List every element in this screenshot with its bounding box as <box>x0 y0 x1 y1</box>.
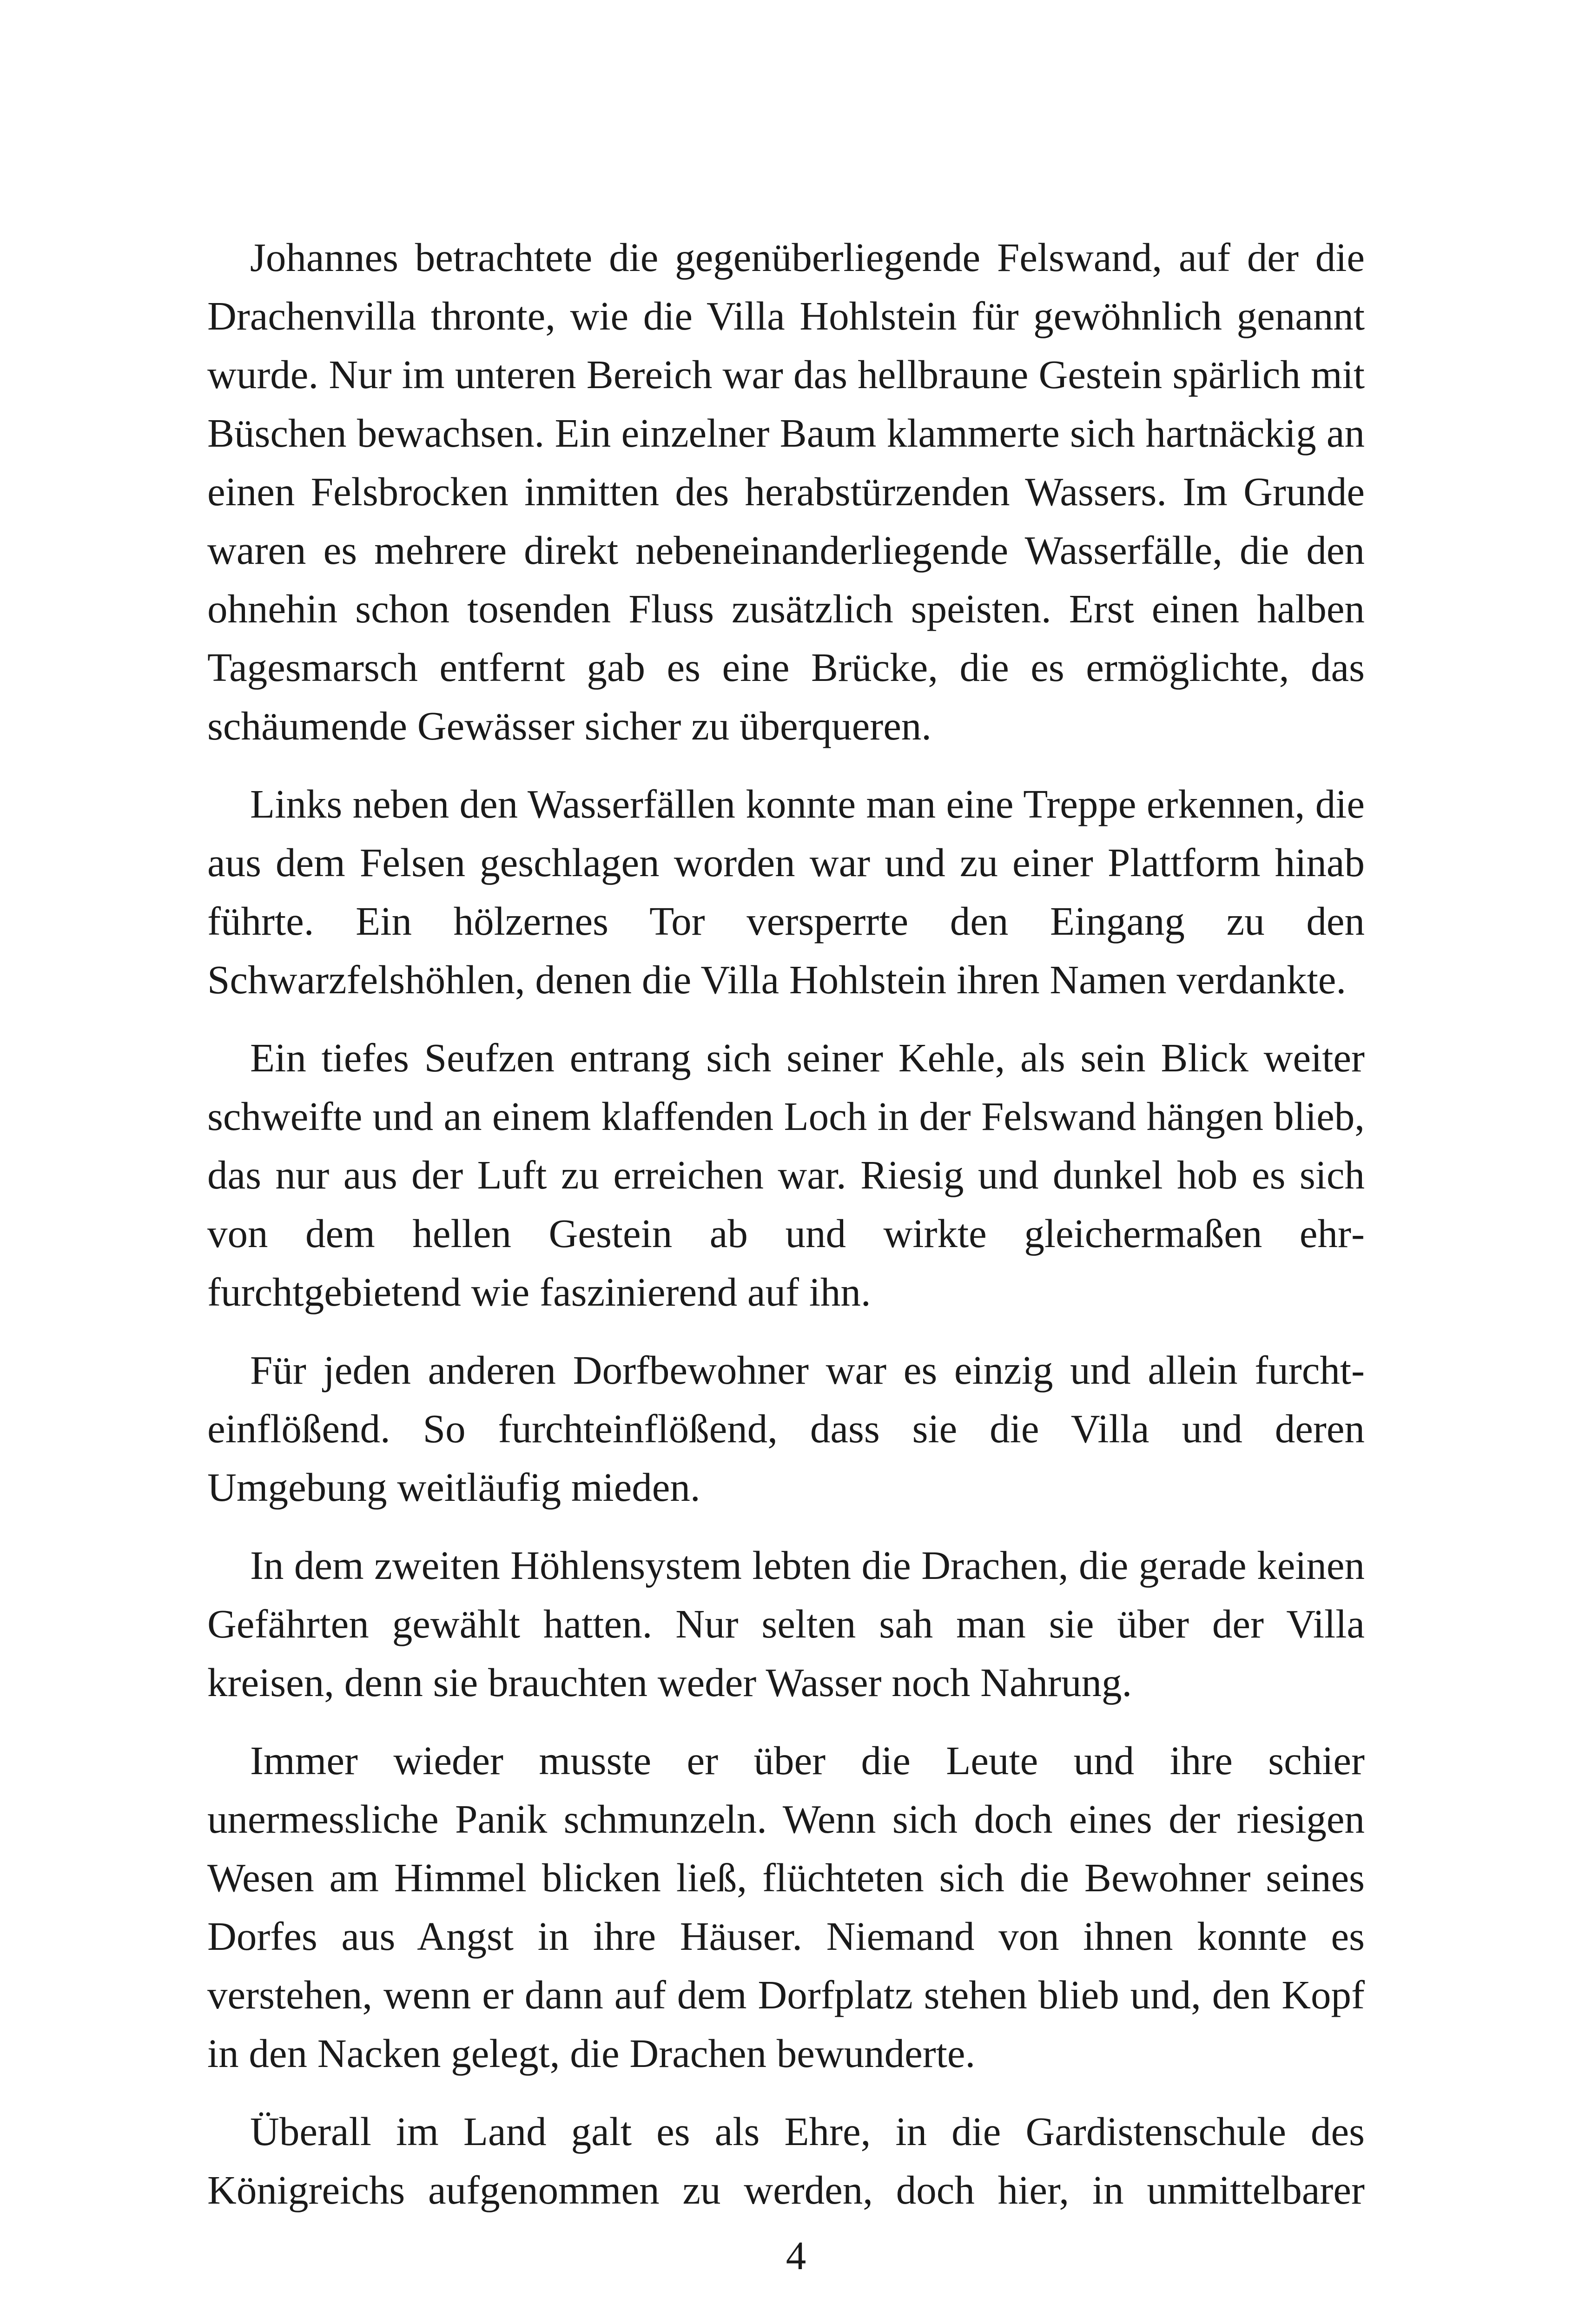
page-number: 4 <box>786 2233 806 2278</box>
body-text <box>207 228 1365 2219</box>
paragraph-4: Für jeden anderen Dorfbewohner war es einzig und allein furchteinflößend. So furchteinflößend, dass sie die Villa und deren Umgebung weitläufig mieden. <box>207 1347 1365 1510</box>
paragraph-1: Johannes betrachtete die gegenüberliegende Felswand, auf der die Drachenvilla thronte, wie die Villa Hohlstein für gewöhnlich genannt wurde. Nur im unteren Bereich war das hellbraune Gestein spärlich mit Büschen bewachsen. Ein einzelner Baum klammerte sich hartnäckig an einen Felsbrocken inmitten des herabstürzenden Wassers. Im Grunde waren es mehrere direkt nebeneinanderliegende Wasserfälle, die den ohnehin schon tosenden Fluss zusätzlich speisten. Erst einen halben Tagesmarsch entfernt gab es eine Brücke, die es ermöglichte, das schäumende Gewässer sicher zu überqueren. <box>207 235 1365 748</box>
paragraph-5: In dem zweiten Höhlensystem lebten die Drachen, die gerade keinen Gefährten gewählt hatten. Nur selten sah man sie über der Villa kreisen, denn sie brauchten weder Wasser noch Nahrung. <box>207 1543 1365 1705</box>
paragraph-6: Immer wieder musste er über die Leute und ihre schier unermessliche Panik schmunzeln. Wenn sich doch eines der riesigen Wesen am Himmel blicken ließ, flüchteten sich die Bewohner seines Dorfes aus Angst in ihre Häuser. Niemand von ihnen konnte es verstehen, wenn er dann auf dem Dorfplatz stehen blieb und, den Kopf in den Nacken gelegt, die Drachen bewunderte. <box>207 1738 1365 2076</box>
paragraph-7: Überall im Land galt es als Ehre, in die Gardistenschule des Königreichs aufgenommen zu werden, doch hier, in unmittelbarer <box>207 2109 1365 2212</box>
paragraph-3: Ein tiefes Seufzen entrang sich seiner Kehle, als sein Blick weiter schweifte und an einem klaffenden Loch in der Felswand hängen blieb, das nur aus der Luft zu erreichen war. Riesig und dunkel hob es sich von dem hellen Gestein ab und wirkte gleichermaßen ehrfurchtgebietend wie faszinierend auf ihn. <box>207 1035 1365 1314</box>
paragraph-2: Links neben den Wasserfällen konnte man eine Treppe erkennen, die aus dem Felsen geschlagen worden war und zu einer Plattform hinab führte. Ein hölzernes Tor versperrte den Eingang zu den Schwarzfelshöhlen, denen die Villa Hohlstein ihren Namen verdankte. <box>207 781 1365 1002</box>
